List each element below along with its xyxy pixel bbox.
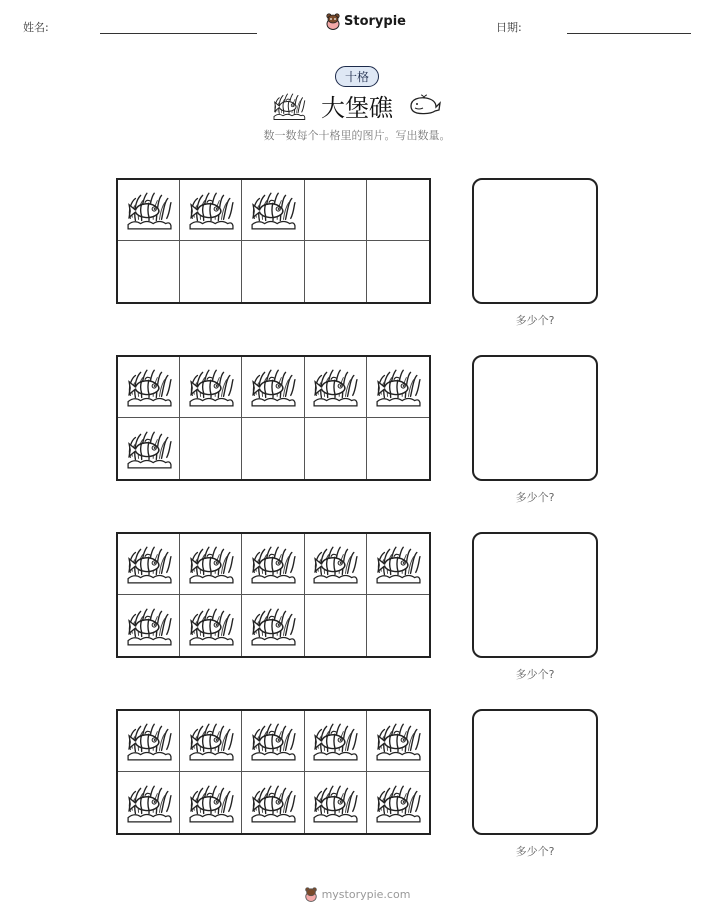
ten-frame-cell <box>118 180 180 241</box>
clownfish-anemone-icon <box>250 189 296 231</box>
ten-frame-cell <box>118 357 180 418</box>
page-title: 大堡礁 <box>321 94 393 122</box>
whale-icon <box>409 94 441 116</box>
clownfish-anemone-icon <box>312 543 358 585</box>
ten-frame-cell <box>305 357 367 418</box>
clownfish-anemone-icon <box>250 366 296 408</box>
ten-frame-cell <box>180 711 242 772</box>
clownfish-anemone-icon <box>126 605 172 647</box>
ten-frame-cell <box>242 534 304 595</box>
date-label: 日期: <box>496 21 522 34</box>
clownfish-anemone-icon <box>250 605 296 647</box>
ten-frame-cell <box>242 180 304 241</box>
clownfish-anemone-icon <box>312 366 358 408</box>
clownfish-anemone-icon <box>126 720 172 762</box>
clownfish-anemone-icon <box>312 720 358 762</box>
answer-box-4[interactable] <box>472 709 598 835</box>
ten-frame-cell <box>118 711 180 772</box>
answer-prompt-3: 多少个? <box>515 668 555 681</box>
answer-box-3[interactable] <box>472 532 598 658</box>
ten-frame-cell <box>367 357 429 418</box>
clownfish-anemone-icon <box>126 366 172 408</box>
clownfish-anemone-icon <box>126 543 172 585</box>
clownfish-anemone-icon <box>126 782 172 824</box>
ten-frame-cell <box>367 534 429 595</box>
ten-frame-cell <box>180 241 242 302</box>
date-line[interactable] <box>567 33 691 34</box>
ten-frame-cell <box>305 241 367 302</box>
clownfish-anemone-icon <box>375 720 421 762</box>
clownfish-anemone-icon <box>188 782 234 824</box>
name-line[interactable] <box>100 33 257 34</box>
footer <box>0 886 714 902</box>
ten-frame-cell <box>367 241 429 302</box>
ten-frame-cell <box>367 711 429 772</box>
ten-frame-cell <box>180 534 242 595</box>
clownfish-anemone-icon <box>188 605 234 647</box>
ten-frame-cell <box>118 534 180 595</box>
ten-frame-1 <box>116 178 431 304</box>
clownfish-anemone-icon <box>250 720 296 762</box>
ten-frame-cell <box>305 595 367 656</box>
ten-frame-cell <box>118 418 180 479</box>
clownfish-anemone-icon <box>188 543 234 585</box>
answer-prompt-4: 多少个? <box>515 845 555 858</box>
clownfish-anemone-icon <box>375 366 421 408</box>
ten-frame-3 <box>116 532 431 658</box>
answer-prompt-2: 多少个? <box>515 491 555 504</box>
ten-frame-cell <box>367 595 429 656</box>
instruction: 数一数每个十格里的图片。写出数量。 <box>263 129 451 142</box>
ten-frame-cell <box>305 418 367 479</box>
answer-box-2[interactable] <box>472 355 598 481</box>
ten-frame-cell <box>305 772 367 833</box>
ten-frame-cell <box>305 180 367 241</box>
footer-url[interactable]: mystorypie.com <box>321 887 411 901</box>
ten-frame-cell <box>180 595 242 656</box>
ten-frame-cell <box>242 418 304 479</box>
brand-name: Storypie <box>344 13 406 29</box>
ten-frame-cell <box>180 772 242 833</box>
ten-frame-cell <box>367 418 429 479</box>
ten-frame-4 <box>116 709 431 835</box>
ten-frame-cell <box>118 241 180 302</box>
ten-frame-cell <box>367 772 429 833</box>
ten-frame-cell <box>242 241 304 302</box>
ten-frame-cell <box>367 180 429 241</box>
clownfish-anemone-icon <box>312 782 358 824</box>
clownfish-anemone-icon <box>188 189 234 231</box>
clownfish-anemone-icon <box>250 782 296 824</box>
clownfish-anemone-icon <box>188 366 234 408</box>
ten-frame-cell <box>242 772 304 833</box>
clownfish-anemone-icon <box>126 189 172 231</box>
clownfish-anemone-icon <box>375 782 421 824</box>
ten-frame-cell <box>180 180 242 241</box>
ten-frame-cell <box>118 595 180 656</box>
name-label: 姓名: <box>23 21 49 34</box>
ten-frame-cell <box>305 534 367 595</box>
clownfish-anemone-icon <box>250 543 296 585</box>
ten-frame-cell <box>305 711 367 772</box>
storypie-mascot-icon <box>304 886 318 902</box>
ten-frame-cell <box>242 711 304 772</box>
ten-frame-2 <box>116 355 431 481</box>
ten-frame-cell <box>242 595 304 656</box>
storypie-mascot-icon <box>325 12 341 30</box>
ten-frame-cell <box>180 418 242 479</box>
ten-frame-cell <box>180 357 242 418</box>
answer-box-1[interactable] <box>472 178 598 304</box>
clownfish-anemone-icon <box>126 428 172 470</box>
clownfish-anemone-icon <box>188 720 234 762</box>
badge: 十格 <box>335 66 379 87</box>
clownfish-anemone-icon <box>375 543 421 585</box>
ten-frame-cell <box>242 357 304 418</box>
brand <box>325 12 406 30</box>
ten-frame-cell <box>118 772 180 833</box>
answer-prompt-1: 多少个? <box>515 314 555 327</box>
